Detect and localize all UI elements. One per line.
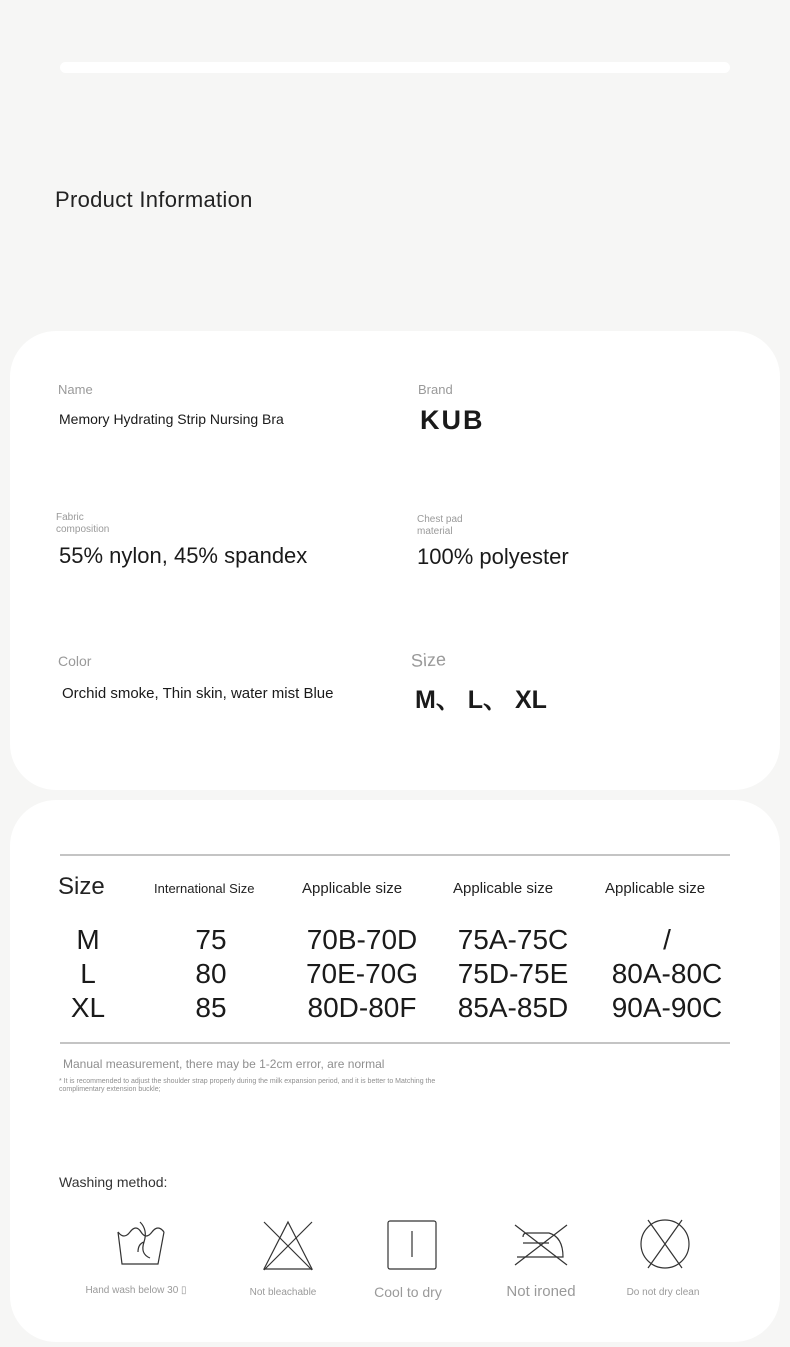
- table-cell: 85: [195, 992, 227, 1023]
- no-bleach-icon: [261, 1219, 315, 1273]
- table-cell: 70E-70G: [305, 958, 419, 989]
- table-cell: L: [80, 958, 96, 989]
- no-iron-icon: [513, 1221, 569, 1267]
- chest-pad-label: [417, 514, 507, 538]
- brand-label: Brand: [418, 382, 453, 397]
- size-label: Size: [410, 649, 447, 671]
- measurement-note: Manual measurement, there may be 1-2cm error, are normal: [63, 1057, 385, 1071]
- table-cell: 75: [195, 924, 227, 955]
- wash-label-5: Do not dry clean: [626, 1287, 700, 1298]
- fabric-label-line1: Fabric: [56, 512, 84, 523]
- size-value: M、 L、 XL: [415, 686, 547, 714]
- wash-label-1: Hand wash below 30 ▯: [85, 1285, 187, 1296]
- fine-print: [59, 1078, 435, 1094]
- table-cell: /: [663, 924, 671, 955]
- washing-title: Washing method:: [59, 1174, 168, 1190]
- table-cell: 80A-80C: [611, 958, 723, 989]
- table-cell: 75A-75C: [457, 924, 569, 955]
- fabric-value: 55% nylon, 45% spandex: [59, 543, 308, 568]
- section-title: Product Information: [55, 187, 253, 212]
- header-applicable-size-3: Applicable size: [605, 880, 706, 897]
- color-label: Color: [58, 653, 92, 669]
- fabric-label: [56, 512, 146, 536]
- header-international-size: International Size: [154, 881, 255, 896]
- table-cell: 90A-90C: [611, 992, 723, 1023]
- no-dry-clean-icon: [638, 1216, 692, 1272]
- brand-value: KUB: [420, 405, 485, 435]
- top-divider-bar: [60, 62, 730, 73]
- fine-print-line2: complimentary extension buckle;: [59, 1086, 161, 1093]
- chest-pad-value: 100% polyester: [417, 544, 569, 569]
- fabric-label-line2: composition: [56, 524, 110, 535]
- table-top-rule: [60, 854, 730, 856]
- line-dry-icon: [386, 1219, 438, 1271]
- name-label: Name: [58, 382, 93, 397]
- hand-wash-icon: [114, 1220, 168, 1270]
- table-cell: XL: [70, 992, 106, 1023]
- table-cell: 80: [195, 958, 227, 989]
- table-cell: M: [76, 924, 100, 955]
- table-cell: 85A-85D: [457, 992, 569, 1023]
- chest-pad-label-line2: material: [417, 526, 453, 537]
- wash-label-4: Not ironed: [506, 1283, 576, 1300]
- table-bottom-rule: [60, 1042, 730, 1044]
- header-applicable-size-1: Applicable size: [302, 880, 403, 897]
- fine-print-line1: * It is recommended to adjust the shoulder strap properly during the milk expansion period, and it is better to Matching the: [59, 1078, 436, 1085]
- chest-pad-label-line1: Chest pad: [417, 514, 463, 525]
- name-value: Memory Hydrating Strip Nursing Bra: [59, 411, 284, 427]
- wash-label-3: Cool to dry: [374, 1284, 442, 1300]
- table-cell: 75D-75E: [457, 958, 569, 989]
- header-size: Size: [58, 873, 105, 900]
- header-applicable-size-2: Applicable size: [453, 880, 554, 897]
- table-cell: 70B-70D: [306, 924, 418, 955]
- wash-label-2: Not bleachable: [249, 1287, 317, 1298]
- table-cell: 80D-80F: [307, 992, 417, 1023]
- color-value: Orchid smoke, Thin skin, water mist Blue: [62, 685, 334, 702]
